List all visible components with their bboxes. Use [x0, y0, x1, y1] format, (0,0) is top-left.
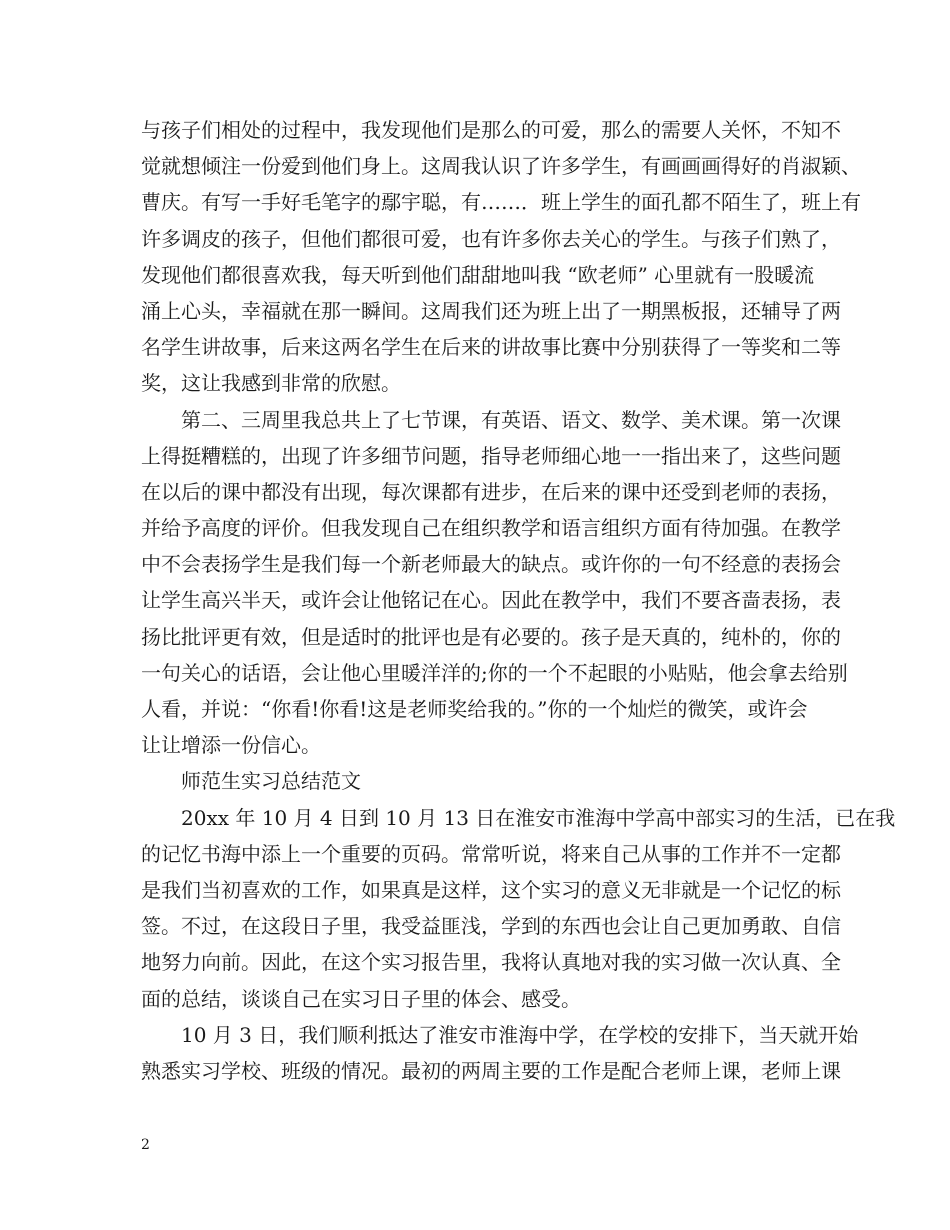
text-line: 扬比批评更有效，但是适时的批评也是有必要的。孩子是天真的，纯朴的，你的 — [141, 624, 841, 649]
text-line: 地努力向前。因此，在这个实习报告里，我将认真地对我的实习做一次认真、全 — [141, 950, 841, 975]
text-line: 觉就想倾注一份爱到他们身上。这周我认识了许多学生，有画画画得好的肖淑颖、 — [141, 154, 861, 179]
text-line: 第二、三周里我总共上了七节课，有英语、语文、数学、美术课。第一次课 — [141, 407, 841, 432]
document-body — [141, 112, 896, 1089]
text-line: 让让增添一份信心。 — [141, 733, 321, 758]
text-line: 是我们当初喜欢的工作，如果真是这样，这个实习的意义无非就是一个记忆的标 — [141, 877, 841, 902]
text-line: 发现他们都很喜欢我，每天听到他们甜甜地叫我 “欧老师” 心里就有一股暖流 — [141, 262, 815, 287]
text-line: 中不会表扬学生是我们每一个新老师最大的缺点。或许你的一句不经意的表扬会 — [141, 552, 841, 577]
text-line: 让学生高兴半天，或许会让他铭记在心。因此在教学中，我们不要吝啬表扬，表 — [141, 588, 841, 613]
text-line: 并给予高度的评价。但我发现自己在组织教学和语言组织方面有待加强。在教学 — [141, 516, 841, 541]
text-line: 在以后的课中都没有出现，每次课都有进步，在后来的课中还受到老师的表扬， — [141, 479, 841, 504]
text-line: 面的总结，谈谈自己在实习日子里的体会、感受。 — [141, 986, 581, 1011]
text-line: 人看，并说：“你看!你看!这是老师奖给我的。”你的一个灿烂的微笑，或许会 — [141, 697, 808, 721]
text-line: 10 月 3 日，我们顺利抵达了淮安市淮海中学，在学校的安排下，当天就开始 — [141, 1022, 859, 1047]
text-line: 20xx 年 10 月 4 日到 10 月 13 日在淮安市淮海中学高中部实习的生活，已在我 — [141, 805, 896, 830]
text-line: 一句关心的话语，会让他心里暖洋洋的;你的一个不起眼的小贴贴，他会拿去给别 — [141, 660, 848, 685]
text-line: 熟悉实习学校、班级的情况。最初的两周主要的工作是配合老师上课，老师上课 — [141, 1058, 841, 1083]
text-line: 许多调皮的孩子，但他们都很可爱，也有许多你去关心的学生。与孩子们熟了， — [141, 226, 841, 251]
text-line: 曹庆。有写一手好毛笔字的鄢宇聪，有……．班上学生的面孔都不陌生了，班上有 — [141, 190, 861, 215]
text-line: 与孩子们相处的过程中，我发现他们是那么的可爱，那么的需要人关怀，不知不 — [141, 118, 841, 142]
text-line: 的记忆书海中添上一个重要的页码。常常听说，将来自己从事的工作并不一定都 — [141, 841, 841, 866]
page-number: 2 — [141, 1137, 150, 1153]
text-line: 名学生讲故事，后来这两名学生在后来的讲故事比赛中分别获得了一等奖和二等 — [141, 335, 841, 360]
text-line: 奖，这让我感到非常的欣慰。 — [141, 371, 401, 396]
text-line: 涌上心头，幸福就在那一瞬间。这周我们还为班上出了一期黑板报，还辅导了两 — [141, 298, 841, 323]
text-line: 签。不过，在这段日子里，我受益匪浅，学到的东西也会让自己更加勇敢、自信 — [141, 914, 841, 939]
text-line: 上得挺糟糕的，出现了许多细节问题，指导老师细心地一一指出来了，这些问题 — [141, 443, 841, 468]
section-heading: 师范生实习总结范文 — [141, 769, 361, 794]
